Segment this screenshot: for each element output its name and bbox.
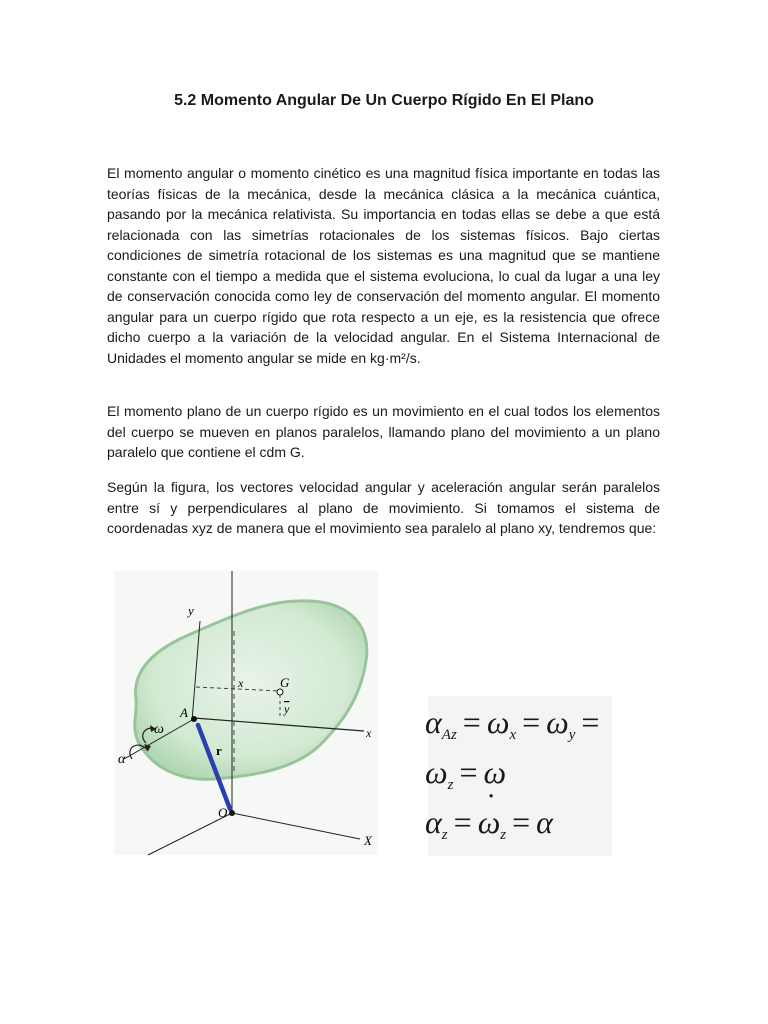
y-axis-label: y [188, 603, 194, 618]
paragraph-intro: El momento angular o momento cinético es una magnitud física importante en todas las teorías físicas de la mecánica, desde la mecánica clásica a la mecánica cuántica, pasando por la mecánica relativista. Su importancia en todas ellas se debe a que está relacionada con las simetrías rotacionales de los sistemas físicos. Bajo ciertas condiciones de simetría rotacional de los sistemas es una magnitud que se mantiene constante con el tiempo a medida que el sistema evoluciona, lo cual da lugar a una ley de conservación conocida como ley de conservación del momento angular. El momento angular para un cuerpo rígido que rota respecto a un eje, es la resistencia que ofrece dicho cuerpo a la variación de la velocidad angular. En el Sistema Internacional de Unidades el momento angular se mide en kg·m²/s. [107, 165, 660, 366]
equation-block [425, 696, 612, 856]
point-g-label: G [280, 675, 290, 690]
x-axis-label: x [366, 726, 372, 740]
eq1-equals-2: = [522, 704, 541, 740]
eq1-lhs-subscript: Az [441, 727, 457, 743]
point-o-label: O [218, 805, 228, 820]
eq1-equals-1: = [462, 704, 481, 740]
eq2-equals: = [459, 754, 478, 790]
eq3-lhs-subscript: z [441, 827, 448, 843]
eq2-lhs-symbol: ω [425, 754, 448, 790]
eq1-rhs-subscript: y [568, 727, 576, 743]
equation-alpha-az [425, 704, 605, 744]
eq1-mid-subscript: x [509, 727, 517, 743]
eq3-equals-1: = [453, 804, 472, 840]
paragraph-plane-motion: El momento plano de un cuerpo rígido es un movimiento en el cual todos los elementos del cuerpo se mueven en planos paralelos, llamando plano del movimiento a un plano paralelo que contiene el cdm G. [107, 403, 660, 460]
alpha-label: α [118, 752, 126, 767]
eq2-lhs-subscript: z [447, 777, 454, 793]
eq1-mid-symbol: ω [486, 704, 510, 740]
point-o-dot [229, 810, 235, 816]
eq3-mid-subscript: z [500, 827, 507, 843]
point-a-label: A [180, 705, 188, 720]
equation-alpha-z [425, 804, 553, 844]
eq2-rhs: ω [483, 754, 507, 790]
eq1-rhs-symbol: ω [546, 704, 569, 740]
omega-label: ω [154, 722, 164, 737]
eq3-equals-2: = [512, 804, 531, 840]
eq3-lhs-symbol: α [425, 804, 442, 840]
paragraph-figure-reference: Según la figura, los vectores velocidad angular y aceleración angular serán paralelos entre sí y perpendiculares al plano de movimiento. Si tomamos el sistema de coordenadas xyz de manera que el movimiento sea paralelo al plano xy, tendremos que: [107, 479, 660, 536]
x-bar-label: x [238, 676, 244, 690]
page-title: 5.2 Momento Angular De Un Cuerpo Rígido En El Plano [174, 92, 594, 109]
rigid-body-diagram [114, 571, 378, 855]
X-axis-label: X [364, 833, 372, 848]
rigid-body-figure [114, 571, 378, 855]
eq3-rhs: α [536, 804, 553, 840]
y-bar-label: y [284, 702, 290, 716]
eq1-equals-tail: = [581, 704, 600, 740]
eq1-lhs-symbol: α [425, 704, 442, 740]
point-a-dot [191, 716, 197, 722]
eq3-omega-dot: ˙ ω [478, 804, 501, 841]
r-vector-label: r [216, 743, 222, 758]
